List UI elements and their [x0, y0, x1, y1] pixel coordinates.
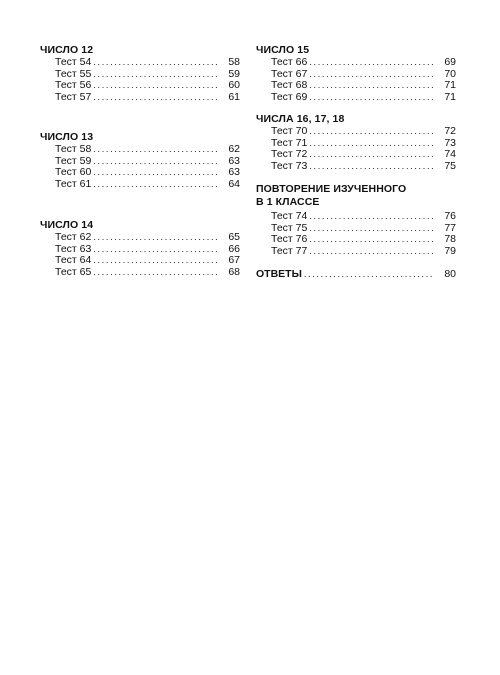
dot-leader [309, 80, 433, 92]
toc-section-number-14 [40, 219, 240, 278]
entry-label: Тест 69 [271, 90, 308, 103]
toc-section-numbers-16-17-18 [256, 113, 456, 172]
entry-page-number: 77 [444, 221, 456, 234]
entry-page-number: 74 [444, 148, 456, 160]
entry-label: Тест 62 [55, 231, 92, 243]
toc-entry [40, 144, 240, 156]
entry-page-number: 60 [228, 79, 240, 91]
dot-leader [93, 80, 217, 92]
dot-leader [93, 267, 217, 279]
entry-page-number: 70 [444, 67, 456, 80]
entry-page-number: 63 [228, 154, 240, 167]
entry-page-number: 78 [444, 233, 456, 245]
entry-page-number: 63 [228, 166, 240, 178]
entry-page-number: 71 [444, 90, 456, 103]
dot-leader [309, 92, 433, 104]
entry-page-number: 62 [228, 143, 240, 155]
toc-entry [40, 57, 240, 69]
dot-leader [309, 223, 433, 235]
toc-section-number-12 [40, 44, 240, 103]
toc-entry [40, 167, 240, 179]
entry-label: Тест 71 [271, 136, 308, 149]
entry-page-number: 76 [444, 210, 456, 222]
toc-entry [40, 80, 240, 92]
answers-label: ОТВЕТЫ [256, 268, 302, 280]
dot-leader [93, 232, 217, 244]
entry-label: Тест 73 [271, 159, 308, 172]
entry-label: Тест 74 [271, 210, 308, 222]
entry-page-number: 64 [228, 177, 240, 190]
toc-section-review [256, 183, 456, 257]
entry-page-number: 79 [444, 244, 456, 257]
dot-leader [309, 57, 433, 69]
section-heading: ЧИСЛО 13 [40, 131, 94, 143]
toc-entry [40, 92, 240, 104]
entry-label: Тест 58 [55, 143, 92, 155]
section-heading: ЧИСЛО 12 [40, 44, 94, 56]
toc-entry [256, 149, 456, 161]
dot-leader [93, 255, 217, 267]
toc-section-number-13 [40, 131, 240, 190]
entry-label: Тест 77 [271, 244, 308, 257]
dot-leader [309, 149, 433, 161]
toc-entry [256, 126, 456, 138]
entry-page-number: 71 [444, 79, 456, 91]
entry-page-number: 68 [228, 265, 240, 278]
toc-entry [40, 179, 240, 191]
entry-label: Тест 75 [271, 221, 308, 234]
dot-leader [93, 244, 217, 256]
toc-entry [40, 267, 240, 279]
entry-page-number: 73 [444, 136, 456, 149]
section-heading: ЧИСЛА 16, 17, 18 [256, 113, 345, 125]
toc-entry [40, 255, 240, 267]
entry-label: Тест 76 [271, 233, 308, 245]
dot-leader [93, 57, 217, 69]
dot-leader [309, 126, 433, 138]
toc-entry [256, 234, 456, 246]
entry-label: Тест 56 [55, 79, 92, 91]
toc-entry [256, 92, 456, 104]
section-heading: ЧИСЛО 15 [256, 44, 310, 56]
toc-entry [256, 211, 456, 223]
section-heading-line-2: В 1 КЛАССЕ [256, 196, 320, 208]
dot-leader [93, 69, 217, 81]
toc-entry [256, 246, 456, 258]
entry-page-number: 75 [444, 159, 456, 172]
dot-leader [93, 156, 217, 168]
dot-leader [93, 92, 217, 104]
entry-label: Тест 59 [55, 154, 92, 167]
entry-label: Тест 67 [271, 67, 308, 80]
answers-page-number: 80 [444, 268, 456, 280]
entry-label: Тест 72 [271, 148, 308, 160]
entry-label: Тест 60 [55, 166, 92, 178]
dot-leader [309, 234, 433, 246]
toc-entry [256, 80, 456, 92]
entry-page-number: 72 [444, 125, 456, 137]
entry-page-number: 66 [228, 242, 240, 255]
dot-leader [309, 138, 433, 150]
entry-page-number: 67 [228, 254, 240, 266]
toc-answers-entry [256, 268, 456, 280]
entry-label: Тест 57 [55, 90, 92, 103]
toc-section-number-15 [256, 44, 456, 103]
entry-label: Тест 55 [55, 67, 92, 80]
entry-label: Тест 70 [271, 125, 308, 137]
dot-leader [309, 69, 433, 81]
entry-page-number: 61 [228, 90, 240, 103]
entry-label: Тест 65 [55, 265, 92, 278]
entry-label: Тест 64 [55, 254, 92, 266]
toc-entry [256, 161, 456, 173]
section-heading: ЧИСЛО 14 [40, 219, 94, 231]
entry-label: Тест 54 [55, 56, 92, 68]
entry-page-number: 65 [228, 231, 240, 243]
entry-label: Тест 66 [271, 56, 308, 68]
dot-leader [309, 211, 433, 223]
dot-leader [309, 246, 433, 258]
dot-leader [93, 179, 217, 191]
toc-entry [256, 57, 456, 69]
entry-label: Тест 61 [55, 177, 92, 190]
entry-label: Тест 68 [271, 79, 308, 91]
entry-page-number: 58 [228, 56, 240, 68]
entry-label: Тест 63 [55, 242, 92, 255]
toc-entry [40, 232, 240, 244]
section-heading-line-1: ПОВТОРЕНИЕ ИЗУЧЕННОГО [256, 183, 407, 195]
dot-leader [93, 144, 217, 156]
entry-page-number: 69 [444, 56, 456, 68]
dot-leader [309, 161, 433, 173]
dot-leader [93, 167, 217, 179]
entry-page-number: 59 [228, 67, 240, 80]
dot-leader [304, 268, 433, 280]
